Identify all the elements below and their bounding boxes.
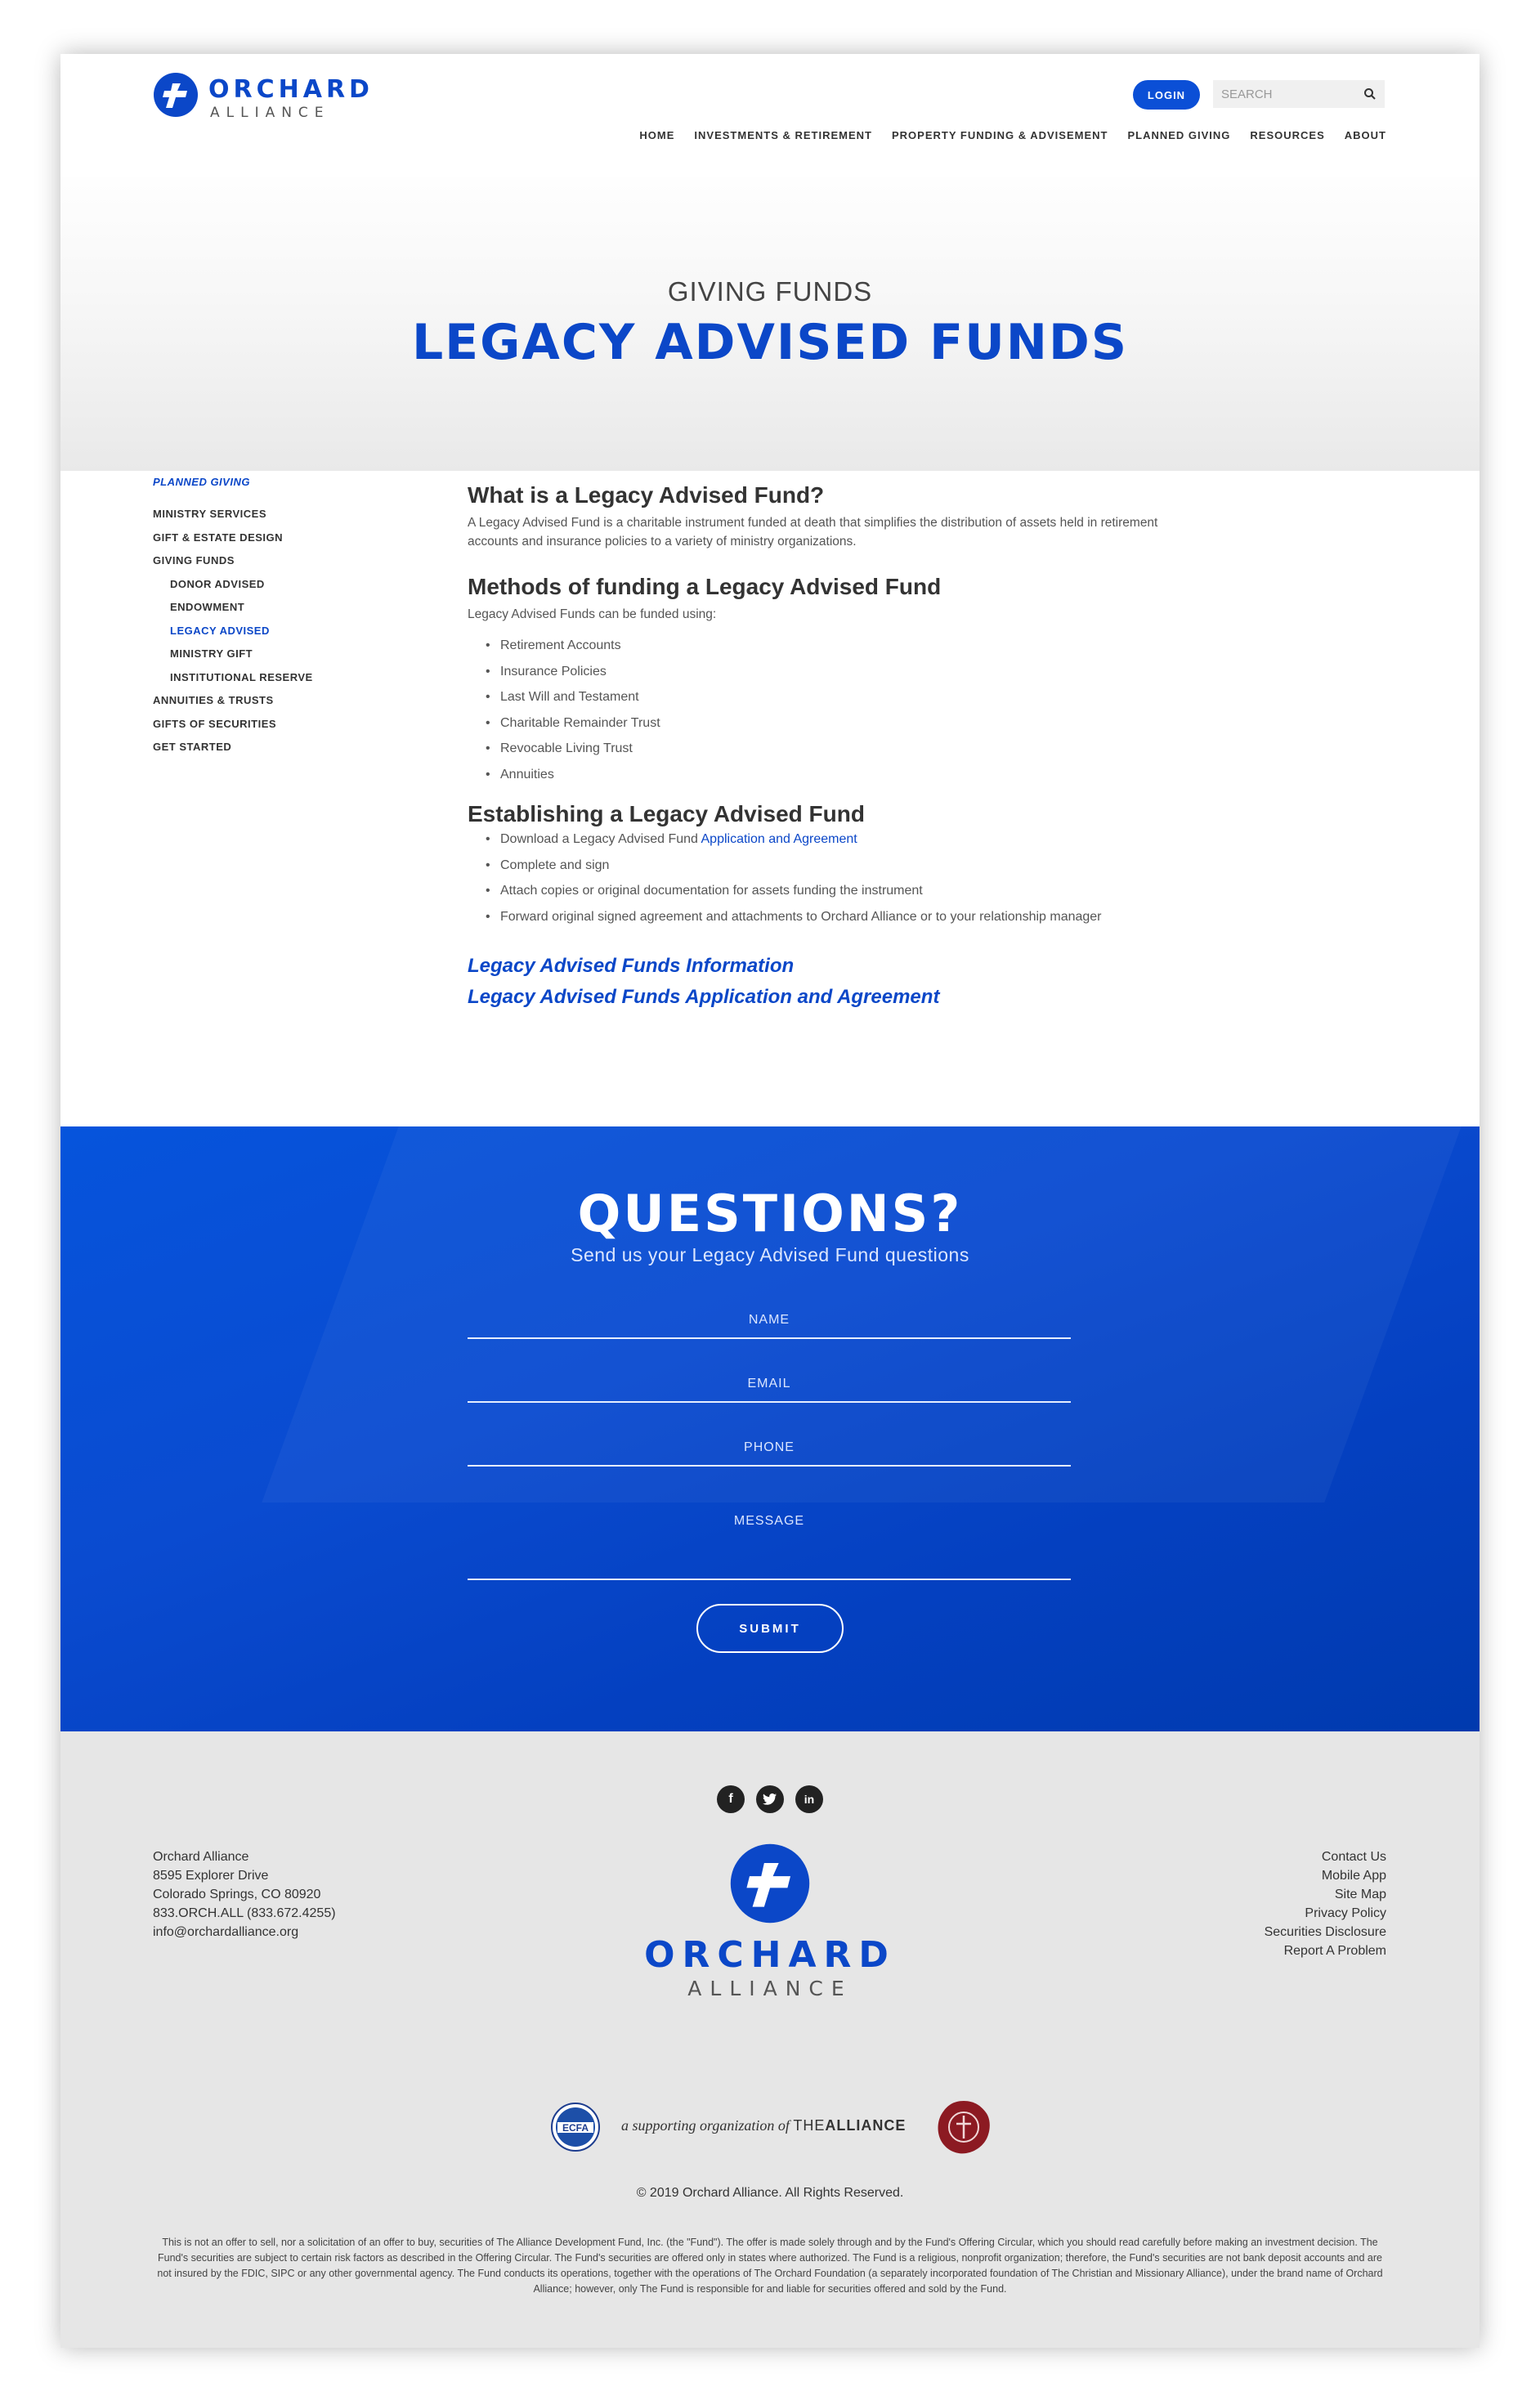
footer-logo-sub: ALLIANCE xyxy=(687,1977,853,2000)
supporting-alliance: ALLIANCE xyxy=(825,2117,907,2134)
email-field-wrap xyxy=(468,1367,1071,1403)
copyright: © 2019 Orchard Alliance. All Rights Reserved. xyxy=(636,2186,904,2200)
funding-methods-list xyxy=(486,638,1203,793)
list-item: • Charitable Remainder Trust xyxy=(486,716,1203,742)
ecfa-badge-icon[interactable] xyxy=(551,2103,600,2152)
alliance-seal-icon xyxy=(935,2099,992,2155)
site-header xyxy=(60,54,1480,177)
footer-logo-word: ORCHARD xyxy=(644,1934,896,1976)
list-item: • Attach copies or original documentation for assets funding the instrument xyxy=(486,884,1203,910)
footer-address xyxy=(153,1847,336,1941)
footer-link-mobile-app[interactable]: Mobile App xyxy=(1321,1869,1386,1883)
funds-application-link[interactable]: Legacy Advised Funds Application and Agreement xyxy=(468,986,940,1008)
section-heading: What is a Legacy Advised Fund? xyxy=(468,482,825,508)
sidebar-heading[interactable]: PLANNED GIVING xyxy=(153,476,250,488)
section-heading: Methods of funding a Legacy Advised Fund xyxy=(468,574,942,599)
sidebar-item-gifts-securities[interactable]: GIFTS OF SECURITIES xyxy=(153,717,277,730)
resource-links xyxy=(468,955,1203,1017)
nav-planned-giving[interactable]: PLANNED GIVING xyxy=(1127,129,1231,141)
street-address: 8595 Explorer Drive xyxy=(153,1869,269,1883)
submit-button[interactable]: SUBMIT xyxy=(696,1604,844,1653)
facebook-icon[interactable]: f xyxy=(717,1785,745,1813)
footer-link-contact[interactable]: Contact Us xyxy=(1321,1850,1386,1864)
questions-title: QUESTIONS? xyxy=(577,1184,963,1243)
supporting-organization xyxy=(551,2099,992,2156)
supporting-the: THE xyxy=(793,2117,826,2134)
name-field-wrap xyxy=(468,1303,1071,1339)
hero-eyebrow: GIVING FUNDS xyxy=(667,276,873,307)
supporting-text xyxy=(621,2117,906,2134)
logo-mark-icon xyxy=(153,72,199,118)
sidebar-item-endowment[interactable]: ENDOWMENT xyxy=(170,601,245,613)
sidebar-item-annuities-trusts[interactable]: ANNUITIES & TRUSTS xyxy=(153,694,274,706)
section-heading: Establishing a Legacy Advised Fund xyxy=(468,801,865,826)
establishing-steps-list xyxy=(486,832,1203,935)
logo[interactable] xyxy=(153,72,382,121)
questions-subtitle: Send us your Legacy Advised Fund questions xyxy=(571,1244,969,1265)
org-name: Orchard Alliance xyxy=(153,1850,249,1864)
sidebar-nav xyxy=(153,476,414,764)
questions-section xyxy=(60,1126,1480,1731)
section-text: A Legacy Advised Fund is a charitable instrument funded at death that simplifies the distribution of assets held in retirement accounts and insurance policies to a variety of ministry organizations. xyxy=(468,516,1158,549)
application-agreement-link[interactable]: Application and Agreement xyxy=(701,832,857,846)
page xyxy=(60,54,1480,2348)
message-field-wrap xyxy=(468,1504,1071,1580)
search-box xyxy=(1213,80,1385,108)
sidebar-item-institutional-reserve[interactable]: INSTITUTIONAL RESERVE xyxy=(170,670,313,683)
list-item: • Forward original signed agreement and attachments to Orchard Alliance or to your relationship manager xyxy=(486,910,1203,936)
search-input[interactable] xyxy=(1213,80,1352,108)
site-footer xyxy=(60,1731,1480,2348)
sidebar-item-ministry-services[interactable]: MINISTRY SERVICES xyxy=(153,508,267,520)
list-item: • Complete and sign xyxy=(486,858,1203,885)
section-text: Legacy Advised Funds can be funded using: xyxy=(468,607,717,621)
list-item: • Annuities xyxy=(486,768,1203,794)
sidebar-item-get-started[interactable]: GET STARTED xyxy=(153,741,232,753)
nav-about[interactable]: ABOUT xyxy=(1344,129,1386,141)
sidebar-item-legacy-advised[interactable]: LEGACY ADVISED xyxy=(170,624,270,637)
footer-link-report[interactable]: Report A Problem xyxy=(1283,1944,1386,1958)
email-field[interactable] xyxy=(468,1367,1071,1401)
name-field[interactable] xyxy=(468,1303,1071,1337)
list-item-text: Download a Legacy Advised Fund xyxy=(500,832,701,846)
phone-field[interactable] xyxy=(468,1431,1071,1465)
email-address[interactable]: info@orchardalliance.org xyxy=(153,1925,299,1939)
footer-link-privacy[interactable]: Privacy Policy xyxy=(1305,1906,1386,1920)
search-icon[interactable] xyxy=(1363,87,1377,101)
ecfa-badge-label: ECFA xyxy=(562,2122,589,2134)
sidebar-item-ministry-gift[interactable]: MINISTRY GIFT xyxy=(170,647,253,660)
linkedin-icon[interactable]: in xyxy=(795,1785,823,1813)
legal-disclaimer: This is not an offer to sell, nor a solicitation of an offer to buy, securities of The Alliance Development Fund, Inc. (the "Fund"). The offer is made solely through and by the Fund's Offering Circular, which you should read carefully before making an investment decision. The Fund's securities are subject to certain risk factors as described in the Offering Circular. The Fund's securities are offered only in states where authorized. The Fund is a religious, nonprofit organization; therefore, the Fund's securities are not bank deposit accounts and are not insured by the FDIC, SIPC or any other governmental agency. The Fund conducts its operations, together with the operations of The Orchard Foundation (a separately incorporated foundation of The Christian and Missionary Alliance), under the brand name of Orchard Alliance; however, only The Fund is responsible for and liable for securities offered and sold by the Fund. xyxy=(157,2237,1383,2295)
nav-property-funding[interactable]: PROPERTY FUNDING & ADVISEMENT xyxy=(891,129,1108,141)
list-item: • Last Will and Testament xyxy=(486,690,1203,716)
list-item: • Revocable Living Trust xyxy=(486,741,1203,768)
phone-field-wrap xyxy=(468,1431,1071,1467)
footer-logo-mark-icon xyxy=(729,1843,811,1924)
logo-sub: ALLIANCE xyxy=(210,105,330,121)
hero-banner xyxy=(60,160,1480,471)
main-content xyxy=(468,482,1203,1017)
main-nav xyxy=(639,129,1386,141)
city-state: Colorado Springs, CO 80920 xyxy=(153,1888,321,1901)
login-button[interactable]: LOGIN xyxy=(1133,80,1200,110)
nav-investments[interactable]: INVESTMENTS & RETIREMENT xyxy=(694,129,872,141)
footer-link-site-map[interactable]: Site Map xyxy=(1334,1888,1386,1901)
social-links xyxy=(717,1785,823,1813)
footer-link-securities[interactable]: Securities Disclosure xyxy=(1264,1925,1386,1939)
list-item: • Retirement Accounts xyxy=(486,638,1203,665)
phone-number[interactable]: 833.ORCH.ALL (833.672.4255) xyxy=(153,1906,336,1920)
sidebar-item-giving-funds[interactable]: GIVING FUNDS xyxy=(153,554,235,567)
list-item: • Insurance Policies xyxy=(486,665,1203,691)
supporting-text-main: a supporting organization of xyxy=(621,2117,794,2134)
page-title: LEGACY ADVISED FUNDS xyxy=(411,314,1129,371)
sidebar-item-donor-advised[interactable]: DONOR ADVISED xyxy=(170,577,265,590)
sidebar-item-gift-estate-design[interactable]: GIFT & ESTATE DESIGN xyxy=(153,531,284,544)
logo-word: ORCHARD xyxy=(208,75,374,104)
message-field[interactable] xyxy=(468,1504,1071,1574)
nav-home[interactable]: HOME xyxy=(639,129,675,141)
twitter-icon[interactable] xyxy=(756,1785,784,1813)
list-item xyxy=(486,832,1203,858)
funds-information-link[interactable]: Legacy Advised Funds Information xyxy=(468,955,795,977)
nav-resources[interactable]: RESOURCES xyxy=(1250,129,1325,141)
